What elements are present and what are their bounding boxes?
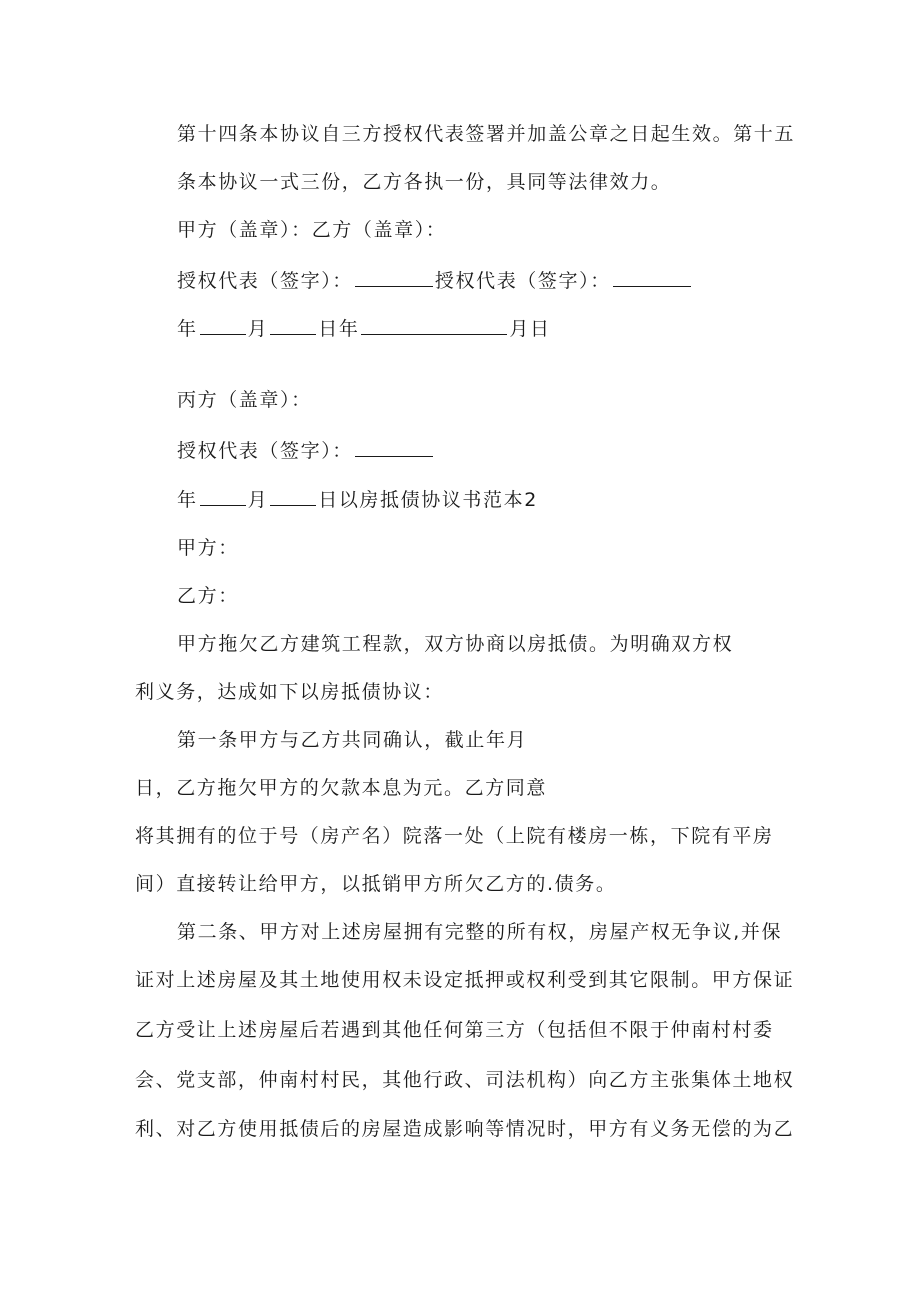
date-month-label: 月 <box>247 318 269 340</box>
date-c-day-title: 日以房抵债协议书范本2 <box>318 489 538 511</box>
date-c-month-blank <box>200 487 246 506</box>
date-month-day-label: 月日 <box>509 318 551 340</box>
clause-15-line: 条本协议一式三份，乙方各执一份，具同等法律效力。 <box>177 171 672 193</box>
date-day-year-label: 日年 <box>318 318 360 340</box>
date-year-label: 年 <box>177 318 198 340</box>
preamble-line-1: 甲方拖欠乙方建筑工程款，双方协商以房抵债。为明确双方权 <box>177 633 734 655</box>
signature-line-ab <box>177 268 693 293</box>
signature-label-b: 授权代表（签字）： <box>434 270 611 292</box>
article-1-line-2: 日，乙方拖欠甲方的欠款本息为元。乙方同意 <box>135 777 548 799</box>
date-c-year-label: 年 <box>177 489 198 511</box>
party-ab-seal-line: 甲方（盖章）：乙方（盖章）： <box>177 219 447 241</box>
date-line-ab <box>177 316 551 341</box>
signature-blank-c <box>355 438 433 457</box>
party-c-seal-line: 丙方（盖章）： <box>177 389 312 411</box>
date-second-blank <box>361 316 507 335</box>
article-2-line-3: 乙方受让上述房屋后若遇到其他任何第三方（包括但不限于仲南村村委 <box>135 1019 774 1041</box>
article-2-line-5: 利、对乙方使用抵债后的房屋造成影响等情况时，甲方有义务无偿的为乙 <box>135 1118 795 1140</box>
article-2-line-2: 证对上述房屋及其土地使用权未设定抵押或权利受到其它限制。甲方保证 <box>135 969 795 991</box>
article-2-line-1: 第二条、甲方对上述房屋拥有完整的所有权，房屋产权无争议,并保 <box>177 921 783 943</box>
signature-label-c: 授权代表（签字）： <box>177 440 353 462</box>
clause-14-line: 第十四条本协议自三方授权代表签署并加盖公章之日起生效。第十五 <box>177 123 796 145</box>
signature-blank-b <box>613 268 691 287</box>
article-1-line-4: 间）直接转让给甲方，以抵销甲方所欠乙方的.债务。 <box>135 873 617 895</box>
signature-blank-a <box>355 268 433 287</box>
signature-label-a: 授权代表（签字）： <box>177 270 353 292</box>
preamble-line-2: 利义务，达成如下以房抵债协议： <box>135 681 445 703</box>
date-line-c <box>177 487 538 512</box>
date-month-blank <box>200 316 246 335</box>
party-b-line: 乙方： <box>177 585 239 607</box>
article-2-line-4: 会、党支部，仲南村村民，其他行政、司法机构）向乙方主张集体土地权 <box>135 1069 795 1091</box>
date-c-day-blank <box>270 487 316 506</box>
date-day-blank <box>270 316 316 335</box>
article-1-line-3: 将其拥有的位于号（房产名）院落一处（上院有楼房一栋，下院有平房 <box>135 825 774 847</box>
article-1-line-1: 第一条甲方与乙方共同确认，截止年月 <box>177 729 528 751</box>
signature-line-c <box>177 438 435 463</box>
date-c-month-label: 月 <box>247 489 269 511</box>
party-a-line: 甲方： <box>177 537 239 559</box>
